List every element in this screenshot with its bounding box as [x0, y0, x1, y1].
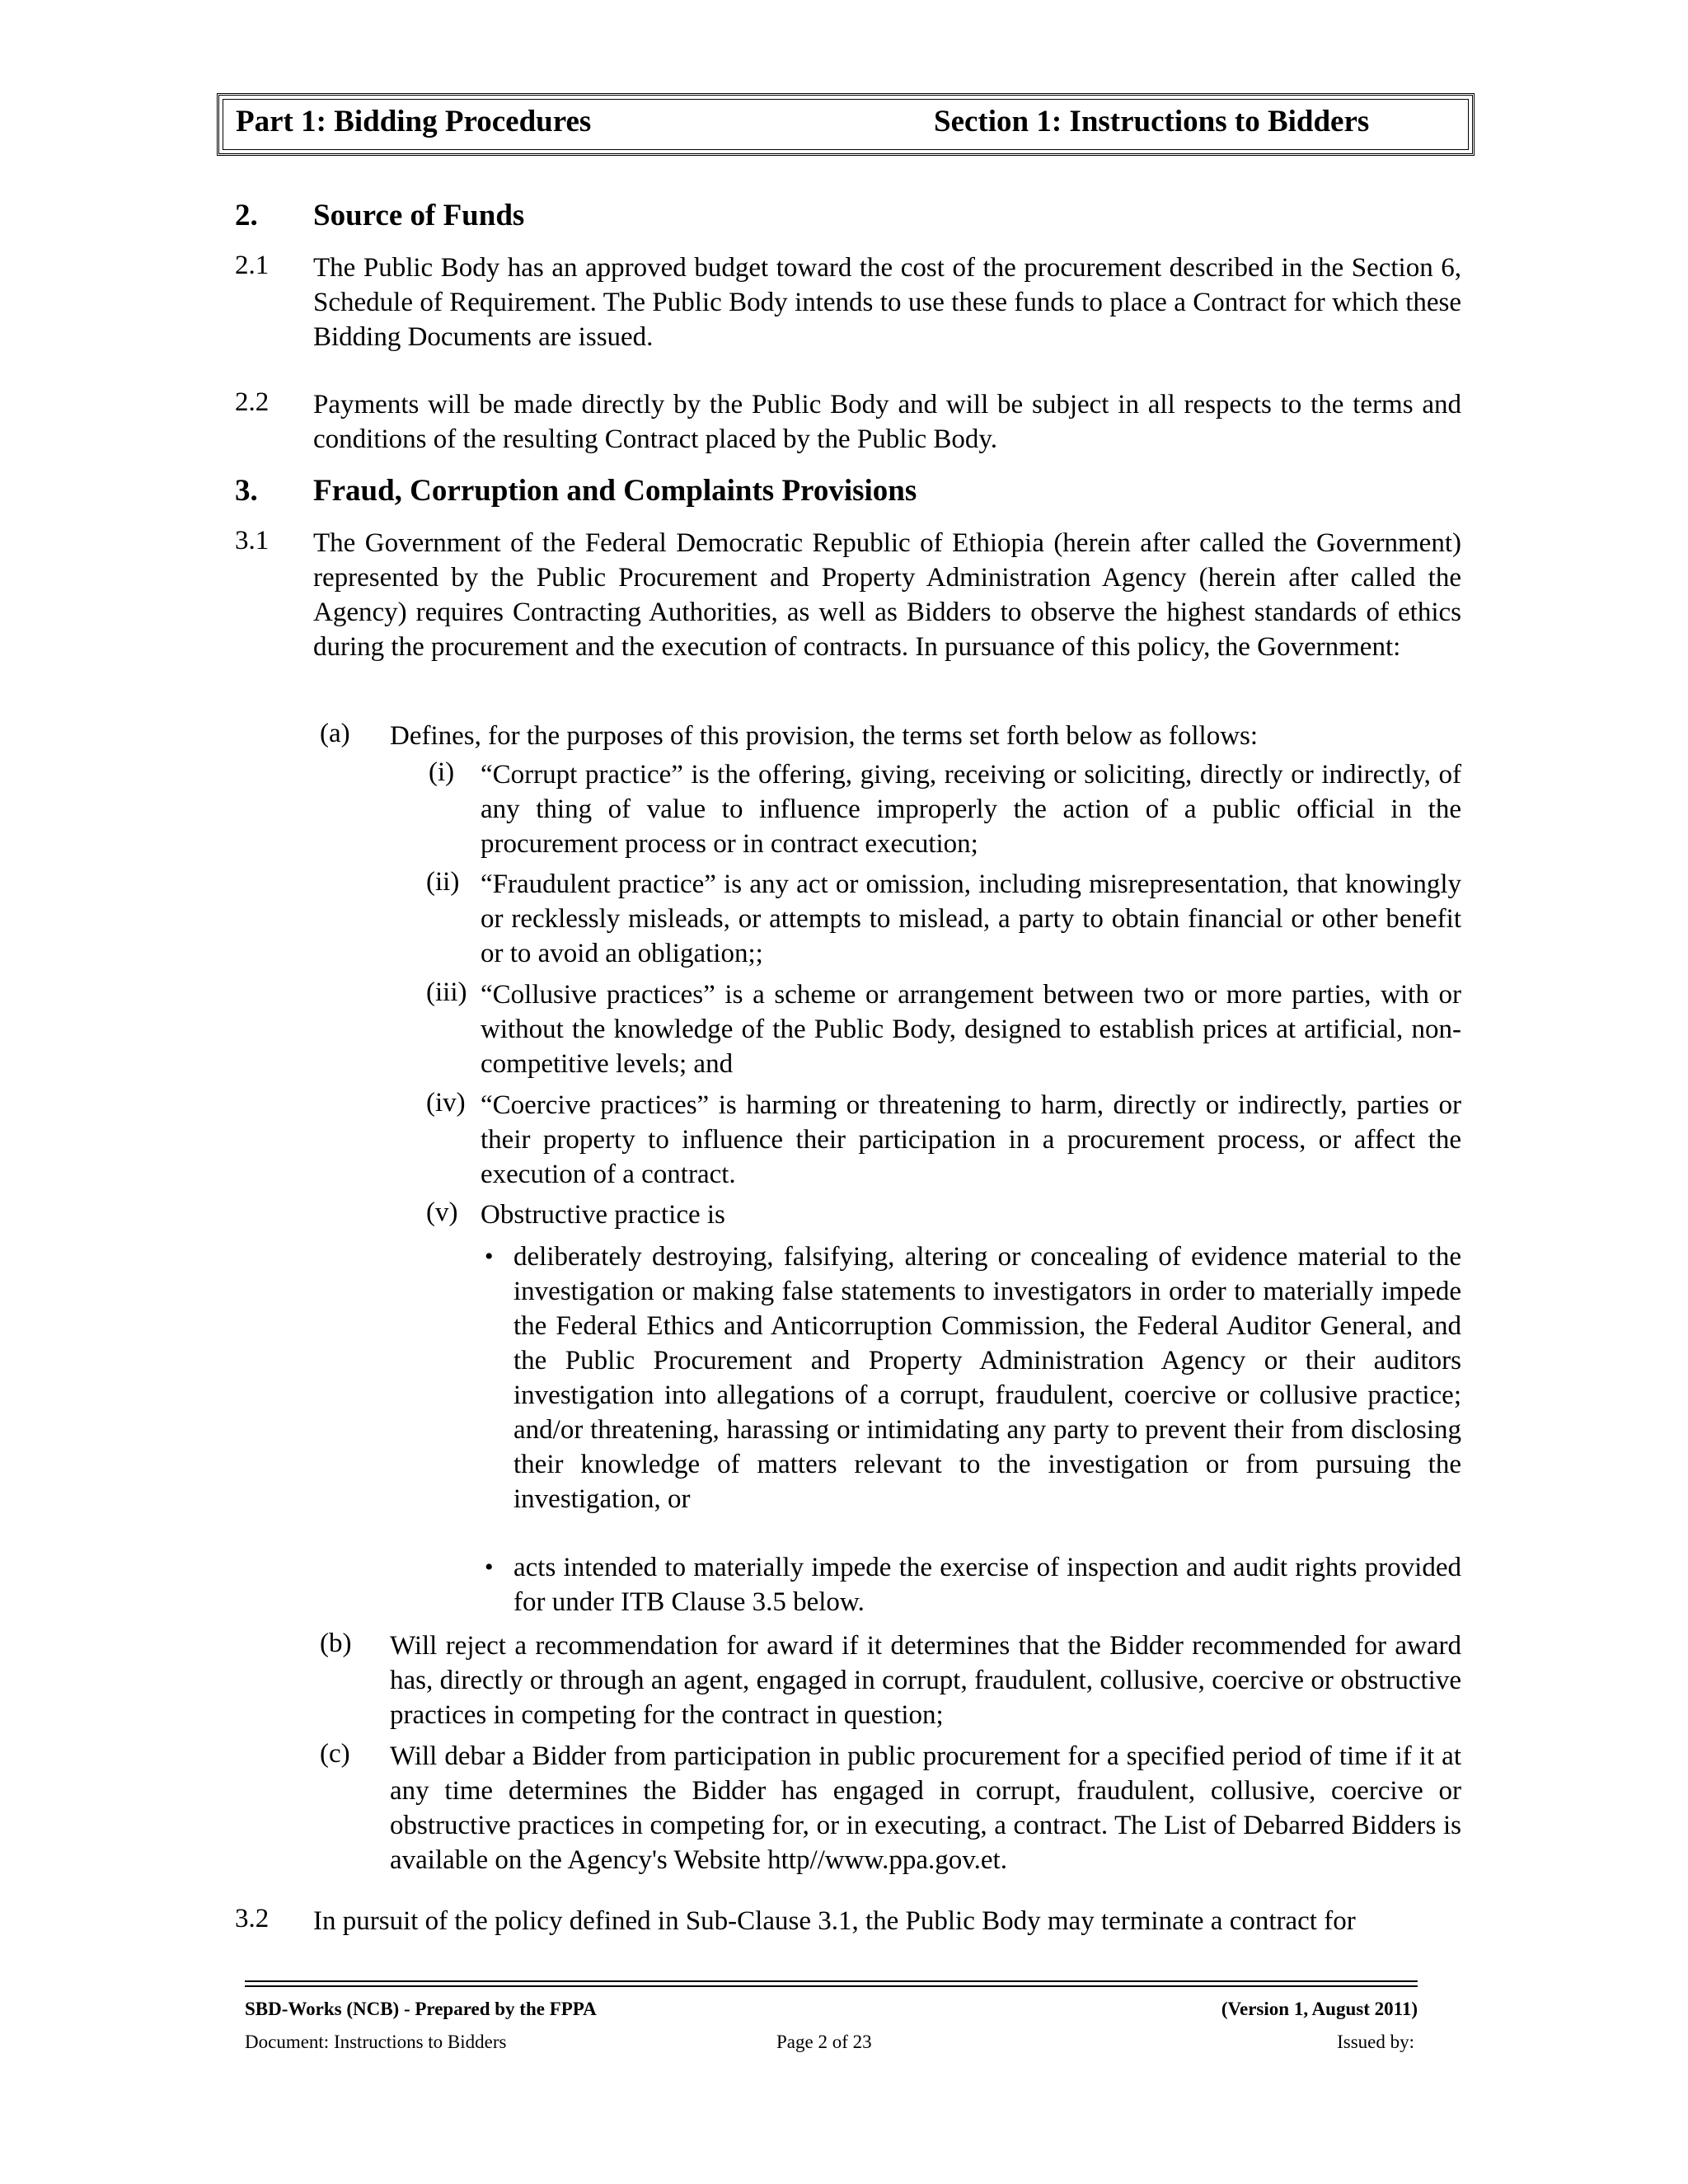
footer-version: (Version 1, August 2011)	[1221, 1999, 1418, 2019]
footer-rule-top	[245, 1980, 1418, 1982]
clause-3-2-number: 3.2	[235, 1904, 270, 1933]
bullet-marker: •	[485, 1243, 494, 1270]
bullet-1-text: deliberately destroying, falsifying, altering or concealing of evidence material to the investigation or making false statements to investigators in order to materially impede the Federal Ethics and Anticorruption Commission, the Federal Auditor General, and the Public Procurement and Property Administration Agency or their auditors investigation into allegations of a corrupt, fraudulent, coercive or collusive practice; and/or threatening, harassing or intimidating any party to prevent their from disclosing their knowledge of matters relevant to the investigation or from pursuing the investigation, or	[513, 1242, 1461, 1514]
item-b-label: (b)	[320, 1629, 352, 1658]
subitem-v-text: Obstructive practice is	[481, 1200, 725, 1230]
subitem-ii-text: “Fraudulent practice” is any act or omission, including misrepresentation, that knowingly or recklessly misleads, or attempts to mislead, a party to obtain financial or other benefit or to avoid an obligation;;	[481, 869, 1461, 968]
section-2-number: 2.	[235, 199, 258, 232]
bullet-marker: •	[485, 1554, 494, 1581]
section-2-title: Source of Funds	[313, 199, 525, 232]
clause-3-1-number: 3.1	[235, 526, 270, 555]
subitem-iii-text: “Collusive practices” is a scheme or arrangement between two or more parties, with or without the knowledge of the Public Body, designed to establish prices at artificial, non-competitive levels; and	[481, 980, 1461, 1079]
footer-document-name: Document: Instructions to Bidders	[245, 2032, 507, 2052]
subitem-ii-label: (ii)	[426, 867, 460, 897]
item-c-label: (c)	[320, 1739, 350, 1769]
bullet-2-text: acts intended to materially impede the exercise of inspection and audit rights provided for under ITB Clause 3.5 below.	[513, 1553, 1461, 1617]
footer-issued-by: Issued by:	[1337, 2032, 1414, 2052]
subitem-iv-label: (iv)	[426, 1088, 466, 1118]
clause-2-1-number: 2.1	[235, 251, 270, 280]
subitem-i-text: “Corrupt practice” is the offering, giving, receiving or soliciting, directly or indirectly, of any thing of value to influence improperly the action of a public official in the procurement process or in contract execution;	[481, 760, 1461, 859]
footer-page-number: Page 2 of 23	[776, 2032, 872, 2052]
item-c-text: Will debar a Bidder from participation in public procurement for a specified period of time if it at any time determines the Bidder has engaged in corrupt, fraudulent, collusive, coercive or obstructive practices in competing for, or in executing, a contract. The List of Debarred Bidders is available on the Agency's Website http//www.ppa.gov.et.	[390, 1741, 1461, 1875]
page-header	[217, 93, 1475, 156]
subitem-i-label: (i)	[429, 757, 455, 787]
item-b-text: Will reject a recommendation for award if it determines that the Bidder recommended for award has, directly or through an agent, engaged in corrupt, fraudulent, collusive, coercive or obstructive practices in competing for the contract in question;	[390, 1631, 1461, 1730]
clause-2-2-number: 2.2	[235, 387, 270, 417]
item-a-label: (a)	[320, 719, 350, 748]
clause-2-1-text: The Public Body has an approved budget toward the cost of the procurement described in the Section 6, Schedule of Requirement. The Public Body intends to use these funds to place a Contract for which these Bidding Documents are issued.	[313, 253, 1461, 352]
footer-rule-bottom	[245, 1985, 1418, 1987]
subitem-iv-text: “Coercive practices” is harming or threatening to harm, directly or indirectly, parties or their property to influence their participation in a procurement process, or affect the execution of a contract.	[481, 1090, 1461, 1189]
item-a-text: Defines, for the purposes of this provision, the terms set forth below as follows:	[390, 721, 1259, 751]
clause-3-2-text: In pursuit of the policy defined in Sub-Clause 3.1, the Public Body may terminate a contract for	[313, 1906, 1356, 1936]
header-section-title: Section 1: Instructions to Bidders	[934, 105, 1370, 138]
header-part-title: Part 1: Bidding Procedures	[236, 105, 592, 138]
clause-2-2-text: Payments will be made directly by the Public Body and will be subject in all respects to the terms and conditions of the resulting Contract placed by the Public Body.	[313, 390, 1461, 454]
footer-prepared-by: SBD-Works (NCB) - Prepared by the FPPA	[245, 1999, 597, 2019]
subitem-iii-label: (iii)	[426, 977, 467, 1007]
section-3-number: 3.	[235, 474, 258, 508]
subitem-v-label: (v)	[426, 1197, 458, 1227]
clause-3-1-text: The Government of the Federal Democratic Republic of Ethiopia (herein after called the Government) represented by the Public Procurement and Property Administration Agency (herein after called the Agency) requires Contracting Authorities, as well as Bidders to observe the highest standards of ethics during the procurement and the execution of contracts. In pursuance of this policy, the Government:	[313, 528, 1461, 662]
section-3-title: Fraud, Corruption and Complaints Provisions	[313, 474, 917, 508]
